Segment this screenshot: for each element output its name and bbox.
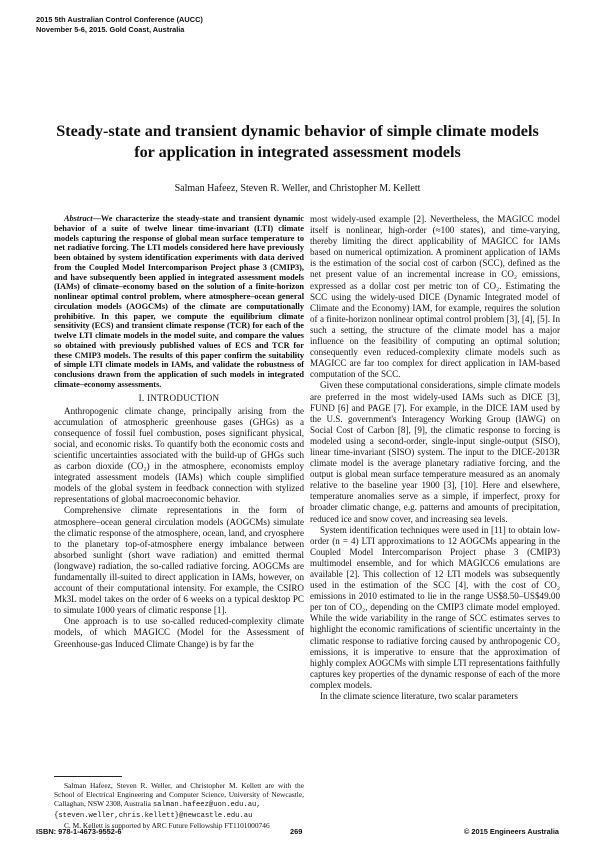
abstract-label: Abstract [64, 214, 93, 223]
title-line-1: Steady-state and transient dynamic behavior of simple climate models [56, 122, 539, 140]
conference-name: 2015 5th Australian Control Conference (AUCC) [36, 15, 203, 24]
abstract-text: —We characterize the steady-state and transient dynamic behavior of a suite of twelve linear time-invariant (LTI) climate models capturing the response of global mean surface temperature to net radiative forcing. The LTI models considered here have previously been obtained by system identification experiments with data derived from the Coupled Model Intercomparison Project phase 3 (CMIP3), and have subsequently been applied in integrated assessment models (IAMs) of climate–economy based on the solution of a finite-horizon nonlinear optimal control problem, where atmosphere–ocean general circulation models (AOGCMs) of the climate are computationally prohibitive. In this paper, we compute the equilibrium climate sensitivity (ECS) and transient climate response (TCR) for each of the twelve LTI climate models in the model suite, and compare the values so obtained with previously published values of ECS and TCR for these CMIP3 models. The results of this paper confirm the suitability of simple LTI climate models in IAMs, and validate the robustness of conclusions drawn from the application of such models in integrated climate–economy assessments. [54, 214, 304, 389]
footnote-support: C. M. Kellett is supported by ARC Future Fellowship FT1101000746 [64, 821, 270, 830]
body-paragraph: System identification techniques were used in [11] to obtain low-order (n = 4) LTI approximations to 12 AOGCMs appearing in the Coupled Model Intercomparison Project phase 3 (CMIP3) multimodel ensemble, and for which MAGICC6 emulations are available [2]. This collection of 12 LTI models was subsequently used in the estimation of the SCC [4], with the cost of CO₂ emissions in 2010 estimated to lie in the range US$8.50–US$49.00 per ton of CO₂, depending on the CMIP3 climate model employed. While the wide variability in the range of SCC estimates serves to highlight the economic ramifications of scientific uncertainty in the climatic response to radiative forcing caused by anthropogenic CO₂ emissions, it is imperative to ensure that the approximation of highly complex AOGCMs with simple LTI representations faithfully captures key properties of the dynamic response of each of the more complex models. [310, 524, 560, 690]
body-paragraph: most widely-used example [2]. Nevertheless, the MAGICC model itself is nonlinear, high-order (≈100 states), and time-varying, thereby limiting the direct applicability of MAGICC for IAMs based on numerical optimization. A prominent application of IAMs is the estimation of the social cost of carbon (SCC), defined as the net present value of an incremental increase in CO₂ emissions, expressed as a dollar cost per metric ton of CO₂. Estimating the SCC using the widely-used DICE (Dynamic Integrated model of Climate and the Economy) IAM, for example, requires the solution of a finite-horizon nonlinear optimal control problem [3], [4], [5]. In such a setting, the structure of the climate model has a major influence on the feasibility of computing an optimal solution; consequently even reduced-complexity climate models such as MAGICC are far too complex for direct application in IAM-based computation of the SCC. [310, 214, 560, 380]
body-paragraph: Given these computational considerations, simple climate models are preferred in the most widely-used IAMs such as DICE [3], FUND [6] and PAGE [7]. For example, in the DICE IAM used by the U.S. government's Interagency Working Group (IAWG) on Social Cost of Carbon [8], [9], the climatic response to forcing is modeled using a second-order, single-input single-output (SISO), linear time-invariant (SISO) system. The input to the DICE-2013R climate model is the average planetary radiative forcing, and the output is global mean surface temperature measured as an anomaly relative to the baseline year 1900 [3], [10]. Here and elsewhere, temperature anomalies serve as a simple, if imperfect, proxy for broader climatic change, e.g. patterns and amounts of precipitation, reduced ice and snow cover, and increasing sea levels. [310, 380, 560, 524]
conference-header [36, 15, 203, 34]
left-column [54, 214, 304, 650]
footnote-affiliation: Salman Hafeez, Steven R. Weller, and Christopher M. Kellett are with the School of Electrical Engineering and Computer Science, University of Newcastle, Callaghan, NSW 2308, Australia [54, 781, 304, 808]
body-paragraph: Anthropogenic climate change, principally arising from the accumulation of atmospheric greenhouse gases (GHGs) as a consequence of fossil fuel combustion, poses significant physical, social, and economic risks. To quantify both the economic costs and scientific uncertainties associated with the build-up of GHGs such as carbon dioxide (CO₂) in the atmosphere, economists employ integrated assessment models (IAMs) which couple simplified models of the global system in feedback connection with stylized representations of global macroeconomic behavior. [54, 405, 304, 505]
section-heading-introduction: I. INTRODUCTION [138, 392, 220, 403]
footnote-divider [54, 776, 122, 777]
title-line-2: for application in integrated assessment models [134, 143, 461, 161]
author-list: Salman Hafeez, Steven R. Weller, and Christopher M. Kellett [174, 183, 421, 194]
abstract [54, 214, 304, 390]
footnote [54, 781, 304, 830]
body-paragraph: Comprehensive climate representations in the form of atmosphere–ocean general circulation models (AOGCMs) simulate the climatic response of the atmosphere, ocean, land, and cryosphere to the planetary top-of-atmosphere energy imbalance between absorbed sunlight (short wave radiation) and emitted thermal (longwave) radiation, the so-called radiative forcing. AOGCMs are fundamentally ill-suited to direct application in IAMs, however, on account of their computational intensity. For example, the CSIRO Mk3L model takes on the order of 6 weeks on a typical desktop PC to simulate 1000 years of climatic response [1]. [54, 505, 304, 616]
isbn: ISBN: 978-1-4673-9552-6 [36, 827, 122, 836]
copyright: © 2015 Engineers Australia [463, 827, 559, 836]
email-link[interactable]: {steven.weller,chris.kellett}@newcastle.edu.au [54, 812, 253, 820]
right-column [310, 214, 560, 702]
conference-date-location: November 5-6, 2015. Gold Coast, Australia [36, 24, 185, 34]
paper-title [40, 121, 555, 163]
page-number: 269 [290, 827, 303, 836]
email-link[interactable]: salman.hafeez@uon.edu.au, [152, 801, 261, 809]
body-paragraph: In the climate science literature, two scalar parameters [320, 691, 518, 702]
body-paragraph: One approach is to use so-called reduced-complexity climate models, of which MAGICC (Model for the Assessment of Greenhouse-gas Induced Climate Change) is by far the [54, 616, 304, 649]
